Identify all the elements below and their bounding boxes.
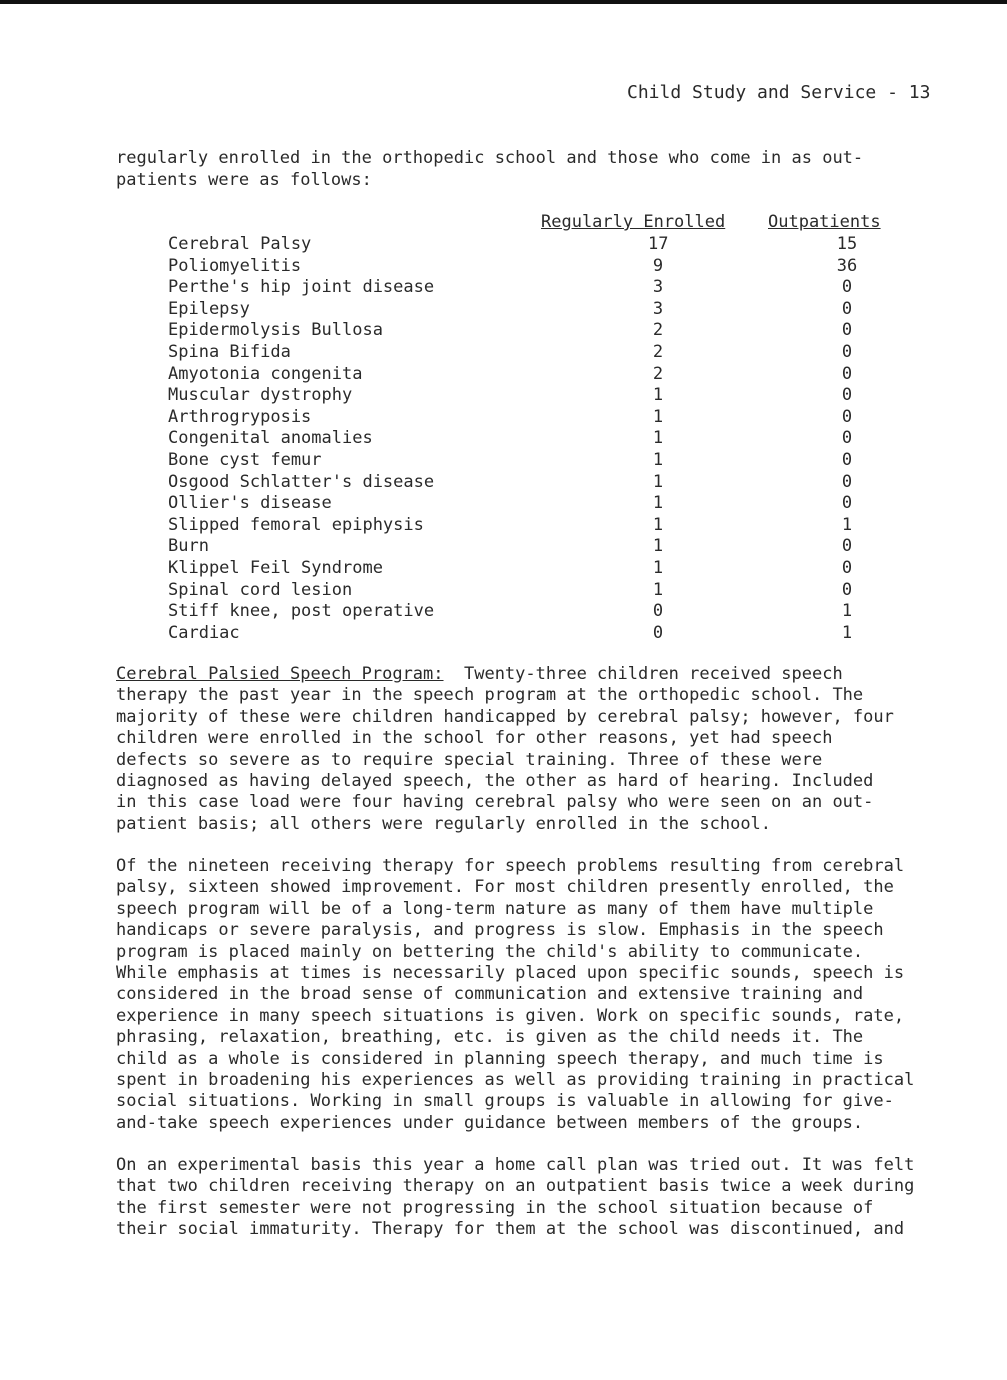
diagnosis-name: Ollier's disease	[168, 493, 332, 514]
paragraph-line: palsy, sixteen showed improvement. For most children presently enrolled, the	[116, 877, 894, 898]
table-row	[168, 299, 888, 321]
paragraph-line-text: Twenty-three children received speech	[443, 664, 843, 684]
table-row	[168, 623, 888, 645]
regularly-enrolled-count: 1	[652, 557, 664, 578]
regularly-enrolled-count: 2	[652, 341, 664, 362]
regularly-enrolled-count: 1	[652, 385, 664, 406]
outpatients-count: 0	[841, 385, 853, 406]
table-row	[168, 320, 888, 342]
outpatients-count: 0	[841, 277, 853, 298]
paragraph-line: phrasing, relaxation, breathing, etc. is given as the child needs it. The	[116, 1027, 864, 1048]
table-row	[168, 407, 888, 429]
diagnosis-name: Slipped femoral epiphysis	[168, 514, 424, 535]
paragraph-line: social situations. Working in small groups is valuable in allowing for give-	[116, 1091, 894, 1112]
paragraph-line: While emphasis at times is necessarily placed upon specific sounds, speech is	[116, 963, 905, 984]
regularly-enrolled-count: 1	[652, 536, 664, 557]
table-row	[168, 342, 888, 364]
table-row	[168, 428, 888, 450]
outpatients-count: 0	[841, 579, 853, 600]
outpatients-count: 0	[841, 449, 853, 470]
diagnosis-name: Congenital anomalies	[168, 428, 373, 449]
intro-paragraph	[116, 148, 906, 191]
paragraph-line: children were enrolled in the school for other reasons, yet had speech	[116, 728, 833, 749]
diagnosis-name: Perthe's hip joint disease	[168, 277, 435, 298]
regularly-enrolled-count: 1	[652, 406, 664, 427]
regularly-enrolled-count: 1	[652, 514, 664, 535]
paragraph-line: handicaps or severe paralysis, and progress is slow. Emphasis in the speech	[116, 920, 884, 941]
regularly-enrolled-count: 2	[652, 320, 664, 341]
table-row	[168, 601, 888, 623]
table-row	[168, 580, 888, 602]
regularly-enrolled-count: 1	[652, 428, 664, 449]
regularly-enrolled-count: 1	[652, 579, 664, 600]
paragraph-line: that two children receiving therapy on an outpatient basis twice a week during	[116, 1176, 915, 1197]
paragraph-line: their social immaturity. Therapy for them at the school was discontinued, and	[116, 1219, 905, 1240]
diagnosis-name: Burn	[168, 536, 209, 557]
regularly-enrolled-count: 17	[648, 234, 669, 254]
paragraph-line: the first semester were not progressing in the school situation because of	[116, 1197, 874, 1218]
intro-line: regularly enrolled in the orthopedic school and those who come in as out-	[116, 148, 864, 168]
table-row	[168, 277, 888, 299]
outpatients-count: 1	[841, 622, 853, 643]
diagnosis-name: Amyotonia congenita	[168, 363, 363, 384]
outpatients-count: 1	[841, 601, 853, 622]
outpatients-count: 0	[841, 536, 853, 557]
outpatients-count: 0	[841, 298, 853, 319]
paragraph-line: diagnosed as having delayed speech, the other as hard of hearing. Included	[116, 771, 874, 792]
table-row	[168, 472, 888, 494]
diagnosis-table	[168, 234, 888, 644]
paragraph-line: considered in the broad sense of communication and extensive training and	[116, 984, 864, 1005]
table-row	[168, 515, 888, 537]
diagnosis-name: Cerebral Palsy	[168, 234, 312, 254]
regularly-enrolled-count: 3	[652, 277, 664, 298]
diagnosis-name: Muscular dystrophy	[168, 385, 353, 406]
paragraph-line: and-take speech experiences under guidance between members of the groups.	[116, 1112, 864, 1133]
paragraph-line: program is placed mainly on bettering the child's ability to communicate.	[116, 941, 864, 962]
paragraph-line	[116, 664, 956, 685]
outpatients-count: 0	[841, 341, 853, 362]
paragraph-line: experience in many speech situations is given. Work on specific sounds, rate,	[116, 1005, 905, 1026]
table-row	[168, 558, 888, 580]
intro-line: patients were as follows:	[116, 169, 372, 190]
regularly-enrolled-count: 1	[652, 471, 664, 492]
diagnosis-name: Arthrogryposis	[168, 406, 312, 427]
paragraph-line: in this case load were four having cerebral palsy who were seen on an out-	[116, 792, 874, 813]
paragraph-line: therapy the past year in the speech program at the orthopedic school. The	[116, 685, 864, 706]
table-row	[168, 536, 888, 558]
outpatients-count: 0	[841, 557, 853, 578]
diagnosis-name: Epilepsy	[168, 298, 250, 319]
paragraph-line: spent in broadening his experiences as well as providing training in practical	[116, 1070, 915, 1091]
diagnosis-name: Spinal cord lesion	[168, 579, 353, 600]
therapy-results-paragraph	[116, 856, 956, 1134]
paragraph-line: defects so severe as to require special training. Three of these were	[116, 749, 823, 770]
page-header: Child Study and Service - 13	[627, 82, 931, 103]
diagnosis-name: Bone cyst femur	[168, 449, 322, 470]
outpatients-count: 0	[841, 471, 853, 492]
regularly-enrolled-count: 1	[652, 493, 664, 514]
outpatients-count: 0	[841, 493, 853, 514]
paragraph-line: On an experimental basis this year a home call plan was tried out. It was felt	[116, 1155, 915, 1175]
home-call-paragraph	[116, 1155, 956, 1241]
table-row	[168, 493, 888, 515]
table-row	[168, 364, 888, 386]
diagnosis-name: Poliomyelitis	[168, 255, 302, 276]
regularly-enrolled-count: 1	[652, 449, 664, 470]
table-row	[168, 234, 888, 256]
table-row	[168, 450, 888, 472]
column-header-regularly-enrolled: Regularly Enrolled	[541, 212, 726, 232]
page-top-edge	[0, 0, 1007, 4]
diagnosis-name: Epidermolysis Bullosa	[168, 320, 383, 341]
regularly-enrolled-count: 9	[652, 255, 664, 276]
paragraph-line: child as a whole is considered in planning speech therapy, and much time is	[116, 1048, 884, 1069]
regularly-enrolled-count: 0	[652, 601, 664, 622]
regularly-enrolled-count: 3	[652, 298, 664, 319]
diagnosis-name: Osgood Schlatter's disease	[168, 471, 435, 492]
table-row	[168, 256, 888, 278]
section-heading: Cerebral Palsied Speech Program:	[116, 664, 444, 684]
paragraph-line: majority of these were children handicapped by cerebral palsy; however, four	[116, 706, 894, 727]
column-header-outpatients: Outpatients	[768, 212, 881, 232]
diagnosis-name: Spina Bifida	[168, 341, 291, 362]
diagnosis-name: Klippel Feil Syndrome	[168, 557, 383, 578]
outpatients-count: 1	[841, 514, 853, 535]
outpatients-count: 0	[841, 320, 853, 341]
paragraph-line: patient basis; all others were regularly enrolled in the school.	[116, 813, 772, 834]
outpatients-count: 0	[841, 428, 853, 449]
regularly-enrolled-count: 2	[652, 363, 664, 384]
table-row	[168, 385, 888, 407]
outpatients-count: 0	[841, 363, 853, 384]
paragraph-line: speech program will be of a long-term nature as many of them have multiple	[116, 898, 874, 919]
regularly-enrolled-count: 0	[652, 622, 664, 643]
outpatients-count: 36	[836, 255, 858, 276]
diagnosis-name: Stiff knee, post operative	[168, 601, 435, 622]
outpatients-count: 0	[841, 406, 853, 427]
diagnosis-name: Cardiac	[168, 622, 240, 643]
speech-program-paragraph	[116, 664, 956, 835]
outpatients-count: 15	[836, 234, 858, 254]
paragraph-line: Of the nineteen receiving therapy for speech problems resulting from cerebral	[116, 856, 905, 876]
